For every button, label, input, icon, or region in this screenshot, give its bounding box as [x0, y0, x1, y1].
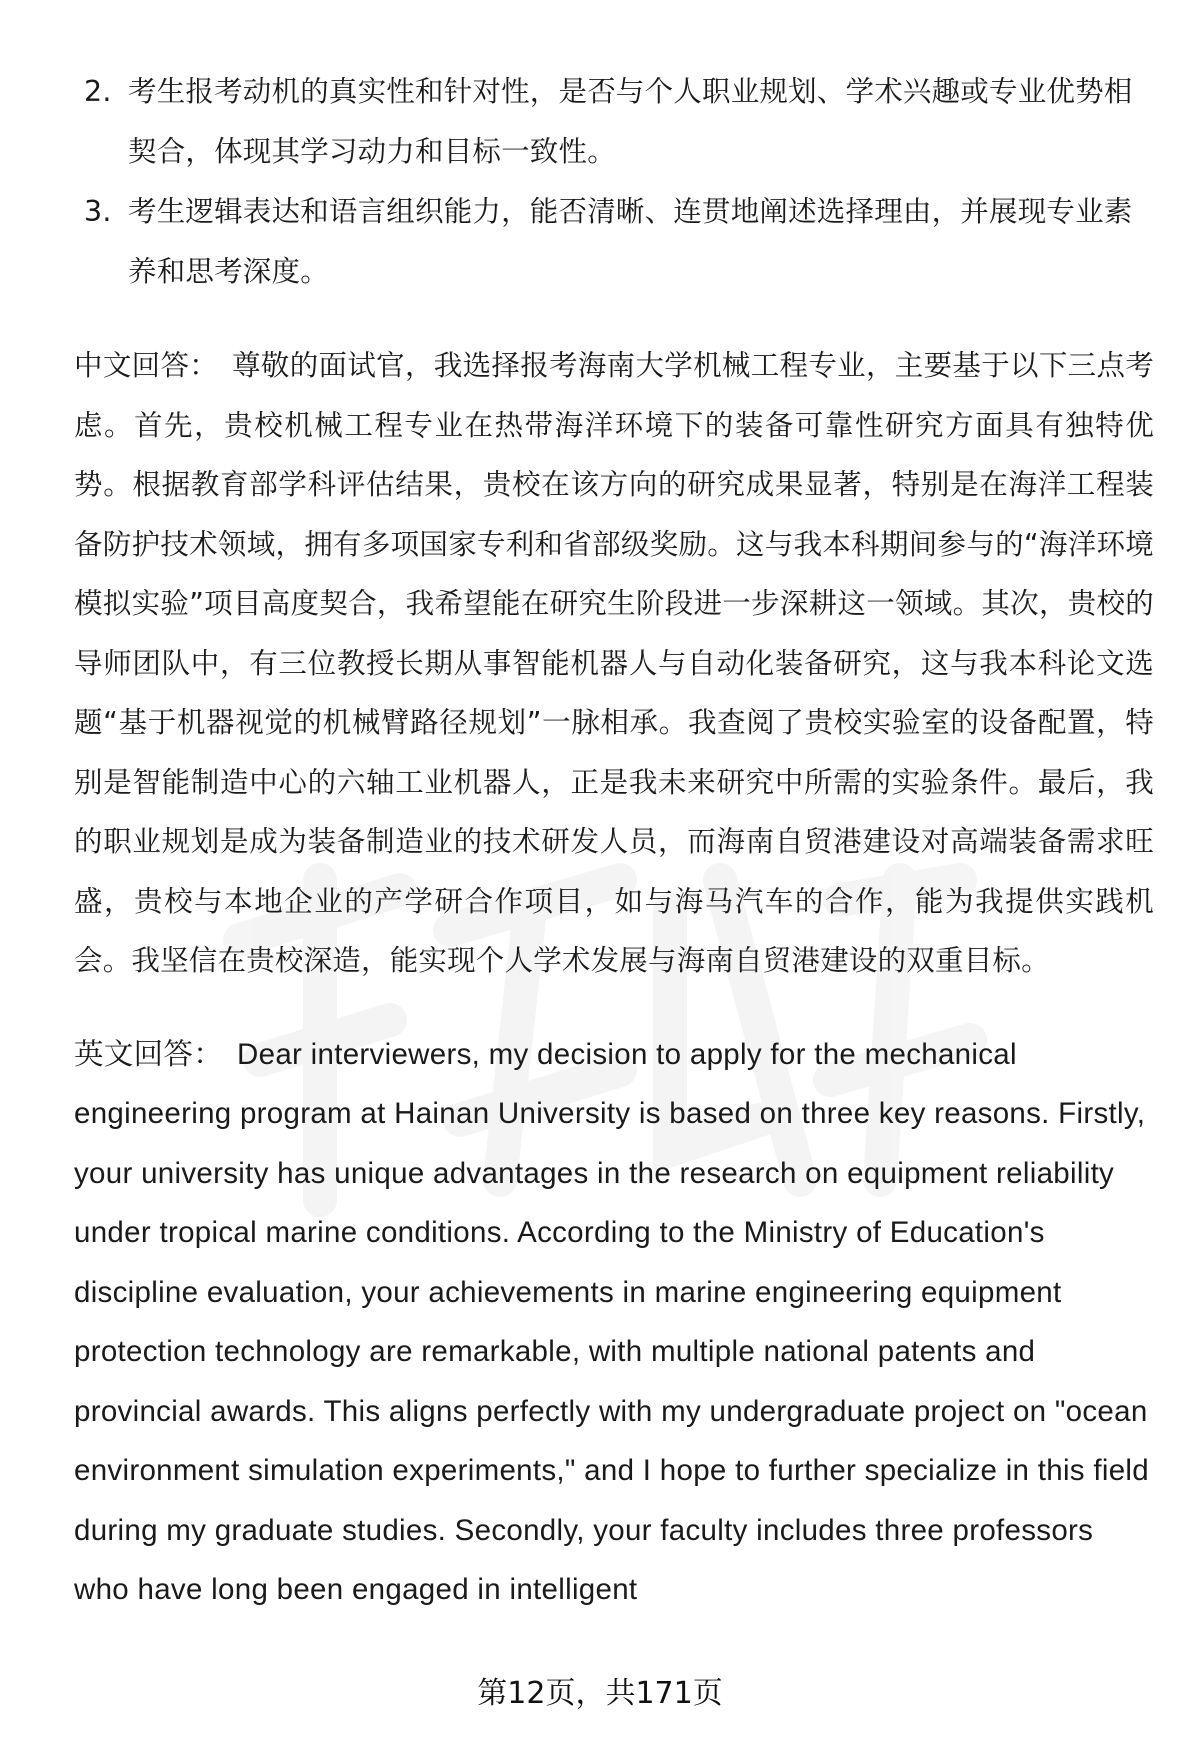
criteria-item-2 — [74, 62, 1154, 182]
chinese-answer-label: 中文回答： — [74, 349, 219, 382]
list-text: 考生报考动机的真实性和针对性，是否与个人职业规划、学术兴趣或专业优势相契合，体现其学习动力和目标一致性。 — [128, 75, 1133, 168]
english-answer-text: Dear interviewers, my decision to apply for the mechanical engineering program at Hainan University is based on three key reasons. Firstly, your university has unique advantages in the research on equipment reliability under tropical marine conditions. According to the Ministry of Education's discipline evaluation, your achievements in marine engineering equipment protection technology are remarkable, with multiple national patents and provincial awards. This aligns perfectly with my undergraduate project on "ocean environment simulation experiments," and I hope to further specialize in this field during my graduate studies. Secondly, your faculty includes three professors who have long been engaged in intelligent — [74, 1037, 1149, 1606]
page-number-footer: 第12页，共171页 — [477, 1676, 723, 1711]
chinese-answer-paragraph — [74, 336, 1154, 991]
criteria-item-3 — [74, 182, 1154, 302]
list-number: 2. — [84, 75, 112, 108]
list-number: 3. — [84, 195, 112, 228]
list-text: 考生逻辑表达和语言组织能力，能否清晰、连贯地阐述选择理由，并展现专业素养和思考深度。 — [128, 195, 1133, 288]
english-answer-paragraph — [74, 1025, 1154, 1620]
document-content — [74, 62, 1154, 1620]
english-answer-label: 英文回答： — [74, 1037, 224, 1071]
chinese-answer-text: 尊敬的面试官，我选择报考海南大学机械工程专业，主要基于以下三点考虑。首先，贵校机械工程专业在热带海洋环境下的装备可靠性研究方面具有独特优势。根据教育部学科评估结果，贵校在该方向的研究成果显著，特别是在海洋工程装备防护技术领域，拥有多项国家专利和省部级奖励。这与我本科期间参与的“海洋环境模拟实验”项目高度契合，我希望能在研究生阶段进一步深耕这一领域。其次，贵校的导师团队中，有三位教授长期从事智能机器人与自动化装备研究，这与我本科论文选题“基于机器视觉的机械臂路径规划”一脉相承。我查阅了贵校实验室的设备配置，特别是智能制造中心的六轴工业机器人，正是我未来研究中所需的实验条件。最后，我的职业规划是成为装备制造业的技术研发人员，而海南自贸港建设对高端装备需求旺盛，贵校与本地企业的产学研合作项目，如与海马汽车的合作，能为我提供实践机会。我坚信在贵校深造，能实现个人学术发展与海南自贸港建设的双重目标。 — [74, 349, 1154, 977]
criteria-list — [74, 62, 1154, 302]
